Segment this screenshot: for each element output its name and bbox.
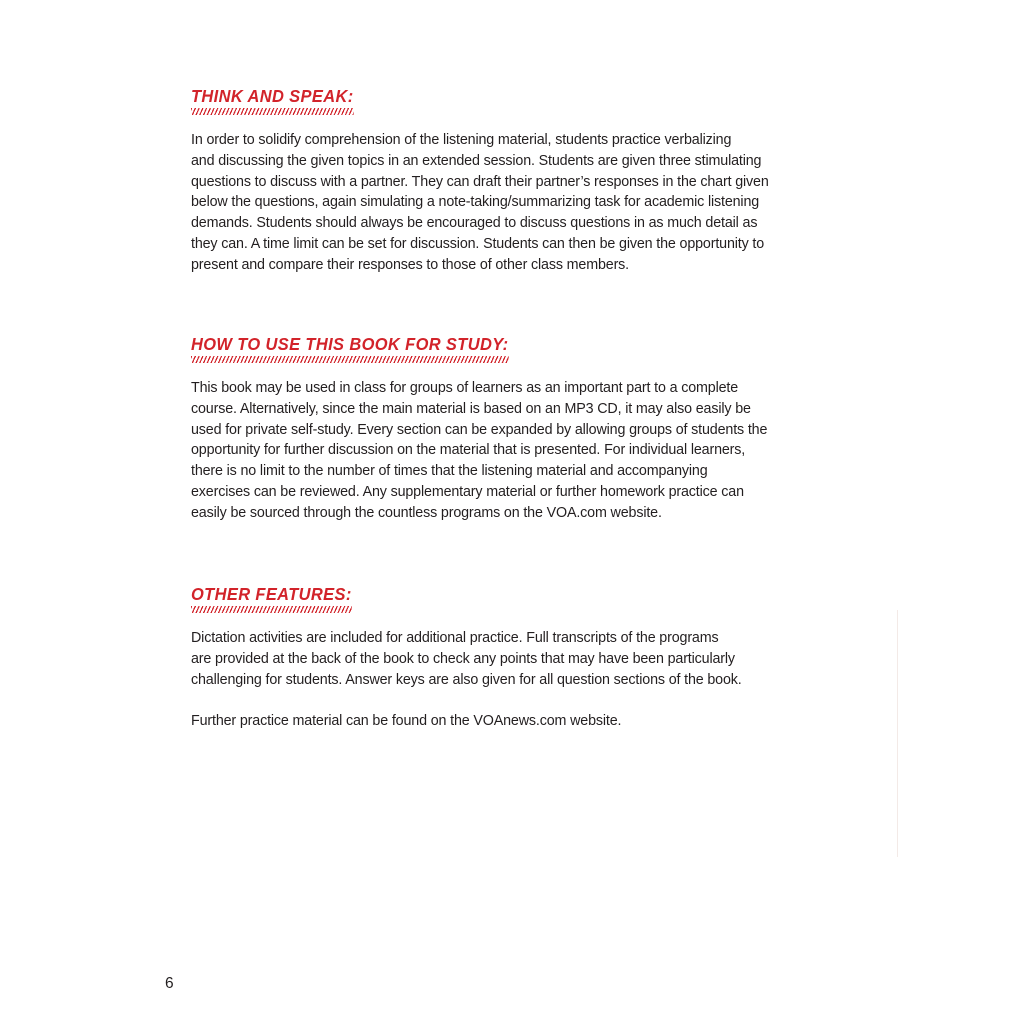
text-line: opportunity for further discussion on the material that is presented. For individual learners, (191, 442, 746, 459)
text-line: course. Alternatively, since the main material is based on an MP3 CD, it may also easily be (191, 400, 751, 417)
text-line: present and compare their responses to those of other class members. (191, 256, 629, 273)
text-line: questions to discuss with a partner. They can draft their partner’s responses in the chart given (191, 173, 769, 190)
section-how-to-use-this-book (191, 334, 851, 524)
text-line: challenging for students. Answer keys are also given for all question sections of the book. (191, 671, 742, 688)
section-heading-block (191, 86, 354, 115)
page-number: 6 (165, 975, 174, 992)
text-line: easily be sourced through the countless programs on the VOA.com website. (191, 504, 662, 521)
text-line: In order to solidify comprehension of the listening material, students practice verbalizing (191, 132, 732, 148)
section-body (191, 378, 851, 524)
paragraph (191, 378, 851, 524)
text-line: they can. A time limit can be set for discussion. Students can then be given the opportunity to (191, 235, 765, 252)
text-line: below the questions, again simulating a note-taking/summarizing task for academic listening (191, 194, 760, 211)
text-line: demands. Students should always be encouraged to discuss questions in as much detail as (191, 215, 758, 232)
hatch-underline (191, 108, 354, 115)
section-think-and-speak (191, 86, 851, 276)
section-heading: THINK AND SPEAK: (191, 86, 354, 106)
paragraph (191, 628, 851, 690)
text-line: Further practice material can be found on the VOAnews.com website. (191, 713, 622, 730)
paragraph (191, 130, 851, 276)
section-body (191, 628, 851, 732)
text-line: used for private self-study. Every section can be expanded by allowing groups of students the (191, 421, 768, 438)
hatch-underline (191, 356, 509, 363)
page-edge-line (897, 610, 898, 857)
text-line: are provided at the back of the book to check any points that may have been particularly (191, 650, 735, 667)
section-other-features (191, 584, 851, 732)
section-body (191, 130, 851, 276)
text-line: Dictation activities are included for additional practice. Full transcripts of the programs (191, 630, 719, 646)
text-line: and discussing the given topics in an extended session. Students are given three stimulating (191, 152, 762, 169)
hatch-underline (191, 606, 352, 613)
section-heading: OTHER FEATURES: (191, 584, 352, 604)
paragraph (191, 711, 851, 732)
text-line: This book may be used in class for groups of learners as an important part to a complete (191, 380, 739, 396)
section-heading-block (191, 334, 509, 363)
section-heading-block (191, 584, 352, 613)
text-line: exercises can be reviewed. Any supplementary material or further homework practice can (191, 483, 744, 500)
section-heading: HOW TO USE THIS BOOK FOR STUDY: (191, 334, 509, 354)
text-line: there is no limit to the number of times that the listening material and accompanying (191, 463, 708, 480)
